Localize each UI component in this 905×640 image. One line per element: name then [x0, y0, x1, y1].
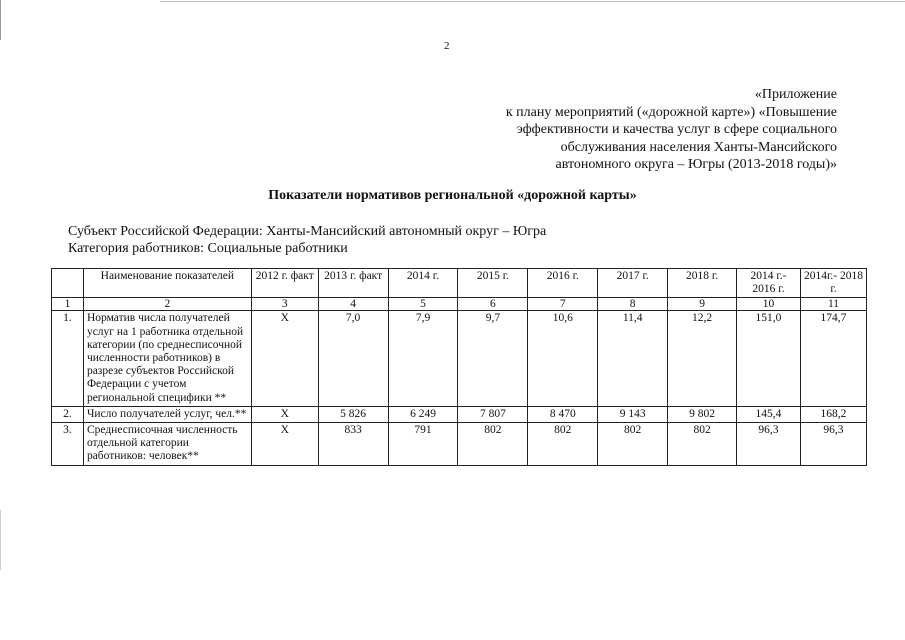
column-number: 8 [598, 298, 668, 311]
value-cell: 9 802 [668, 406, 737, 422]
value-cell: 802 [668, 423, 737, 466]
value-cell: 9,7 [458, 311, 528, 406]
appendix-note [417, 86, 837, 174]
value-cell: 802 [458, 423, 528, 466]
value-cell: 9 143 [598, 406, 668, 422]
appendix-line: эффективности и качества услуг в сфере социального [516, 122, 837, 137]
value-cell: 151,0 [737, 311, 801, 406]
header-cell: 2017 г. [598, 269, 668, 298]
value-cell: 168,2 [800, 406, 866, 422]
value-cell: Х [251, 423, 318, 466]
table-row [52, 423, 867, 466]
value-cell: 11,4 [598, 311, 668, 406]
header-cell [52, 269, 84, 298]
column-number: 4 [318, 298, 388, 311]
indicators-table [51, 268, 867, 466]
category-line: Категория работников: Социальные работники [68, 241, 348, 256]
header-cell: 2015 г. [458, 269, 528, 298]
value-cell: 96,3 [737, 423, 801, 466]
header-cell: Наименование показателей [83, 269, 251, 298]
column-number: 3 [251, 298, 318, 311]
appendix-line: «Приложение [754, 87, 837, 102]
appendix-line: обслуживания населения Ханты-Мансийского [560, 139, 837, 155]
column-number: 11 [800, 298, 866, 311]
value-cell: 802 [598, 423, 668, 466]
value-cell: Х [251, 406, 318, 422]
indicator-name: Число получателей услуг, чел.** [83, 406, 251, 422]
column-number: 1 [52, 298, 84, 311]
document-title: Показатели нормативов региональной «дорожной карты» [268, 188, 637, 203]
scan-edge-left [0, 0, 2, 640]
header-cell: 2012 г. факт [251, 269, 318, 298]
row-number: 3. [52, 423, 84, 466]
indicator-name: Норматив числа получателей услуг на 1 работника отдельной категории (по среднесписочной численности работников) в разрезе субъектов Российской Федерации с учетом региональной специфики ** [83, 311, 251, 406]
value-cell: 833 [318, 423, 388, 466]
row-number: 2. [52, 406, 84, 422]
value-cell: Х [251, 311, 318, 406]
column-number: 2 [83, 298, 251, 311]
table-header-row [52, 269, 867, 298]
header-cell: 2016 г. [528, 269, 598, 298]
value-cell: 96,3 [800, 423, 866, 466]
subject-line: Субъект Российской Федерации: Ханты-Мансийский автономный округ – Югра [68, 224, 547, 239]
scan-edge-top [0, 0, 905, 3]
column-number: 10 [737, 298, 801, 311]
header-cell: 2014 г. [388, 269, 458, 298]
value-cell: 802 [528, 423, 598, 466]
value-cell: 12,2 [668, 311, 737, 406]
value-cell: 791 [388, 423, 458, 466]
header-cell: 2013 г. факт [318, 269, 388, 298]
table-row [52, 406, 867, 422]
column-number: 7 [528, 298, 598, 311]
header-cell: 2018 г. [668, 269, 737, 298]
document-meta [68, 223, 546, 257]
value-cell: 7 807 [458, 406, 528, 422]
value-cell: 7,0 [318, 311, 388, 406]
value-cell: 174,7 [800, 311, 866, 406]
indicator-name: Среднесписочная численность отдельной категории работников: человек** [83, 423, 251, 466]
column-number: 9 [668, 298, 737, 311]
header-cell: 2014 г.- 2016 г. [737, 269, 801, 298]
value-cell: 7,9 [388, 311, 458, 406]
header-cell: 2014г.- 2018 г. [800, 269, 866, 298]
column-number-row [52, 298, 867, 311]
column-number: 6 [458, 298, 528, 311]
appendix-line: к плану мероприятий («дорожной карте») «Повышение [505, 104, 837, 120]
table-row [52, 311, 867, 406]
appendix-line: автономного округа – Югры (2013-2018 годы)» [555, 157, 837, 172]
value-cell: 145,4 [737, 406, 801, 422]
value-cell: 6 249 [388, 406, 458, 422]
column-number: 5 [388, 298, 458, 311]
value-cell: 10,6 [528, 311, 598, 406]
row-number: 1. [52, 311, 84, 406]
page-number: 2 [444, 40, 450, 52]
value-cell: 5 826 [318, 406, 388, 422]
value-cell: 8 470 [528, 406, 598, 422]
